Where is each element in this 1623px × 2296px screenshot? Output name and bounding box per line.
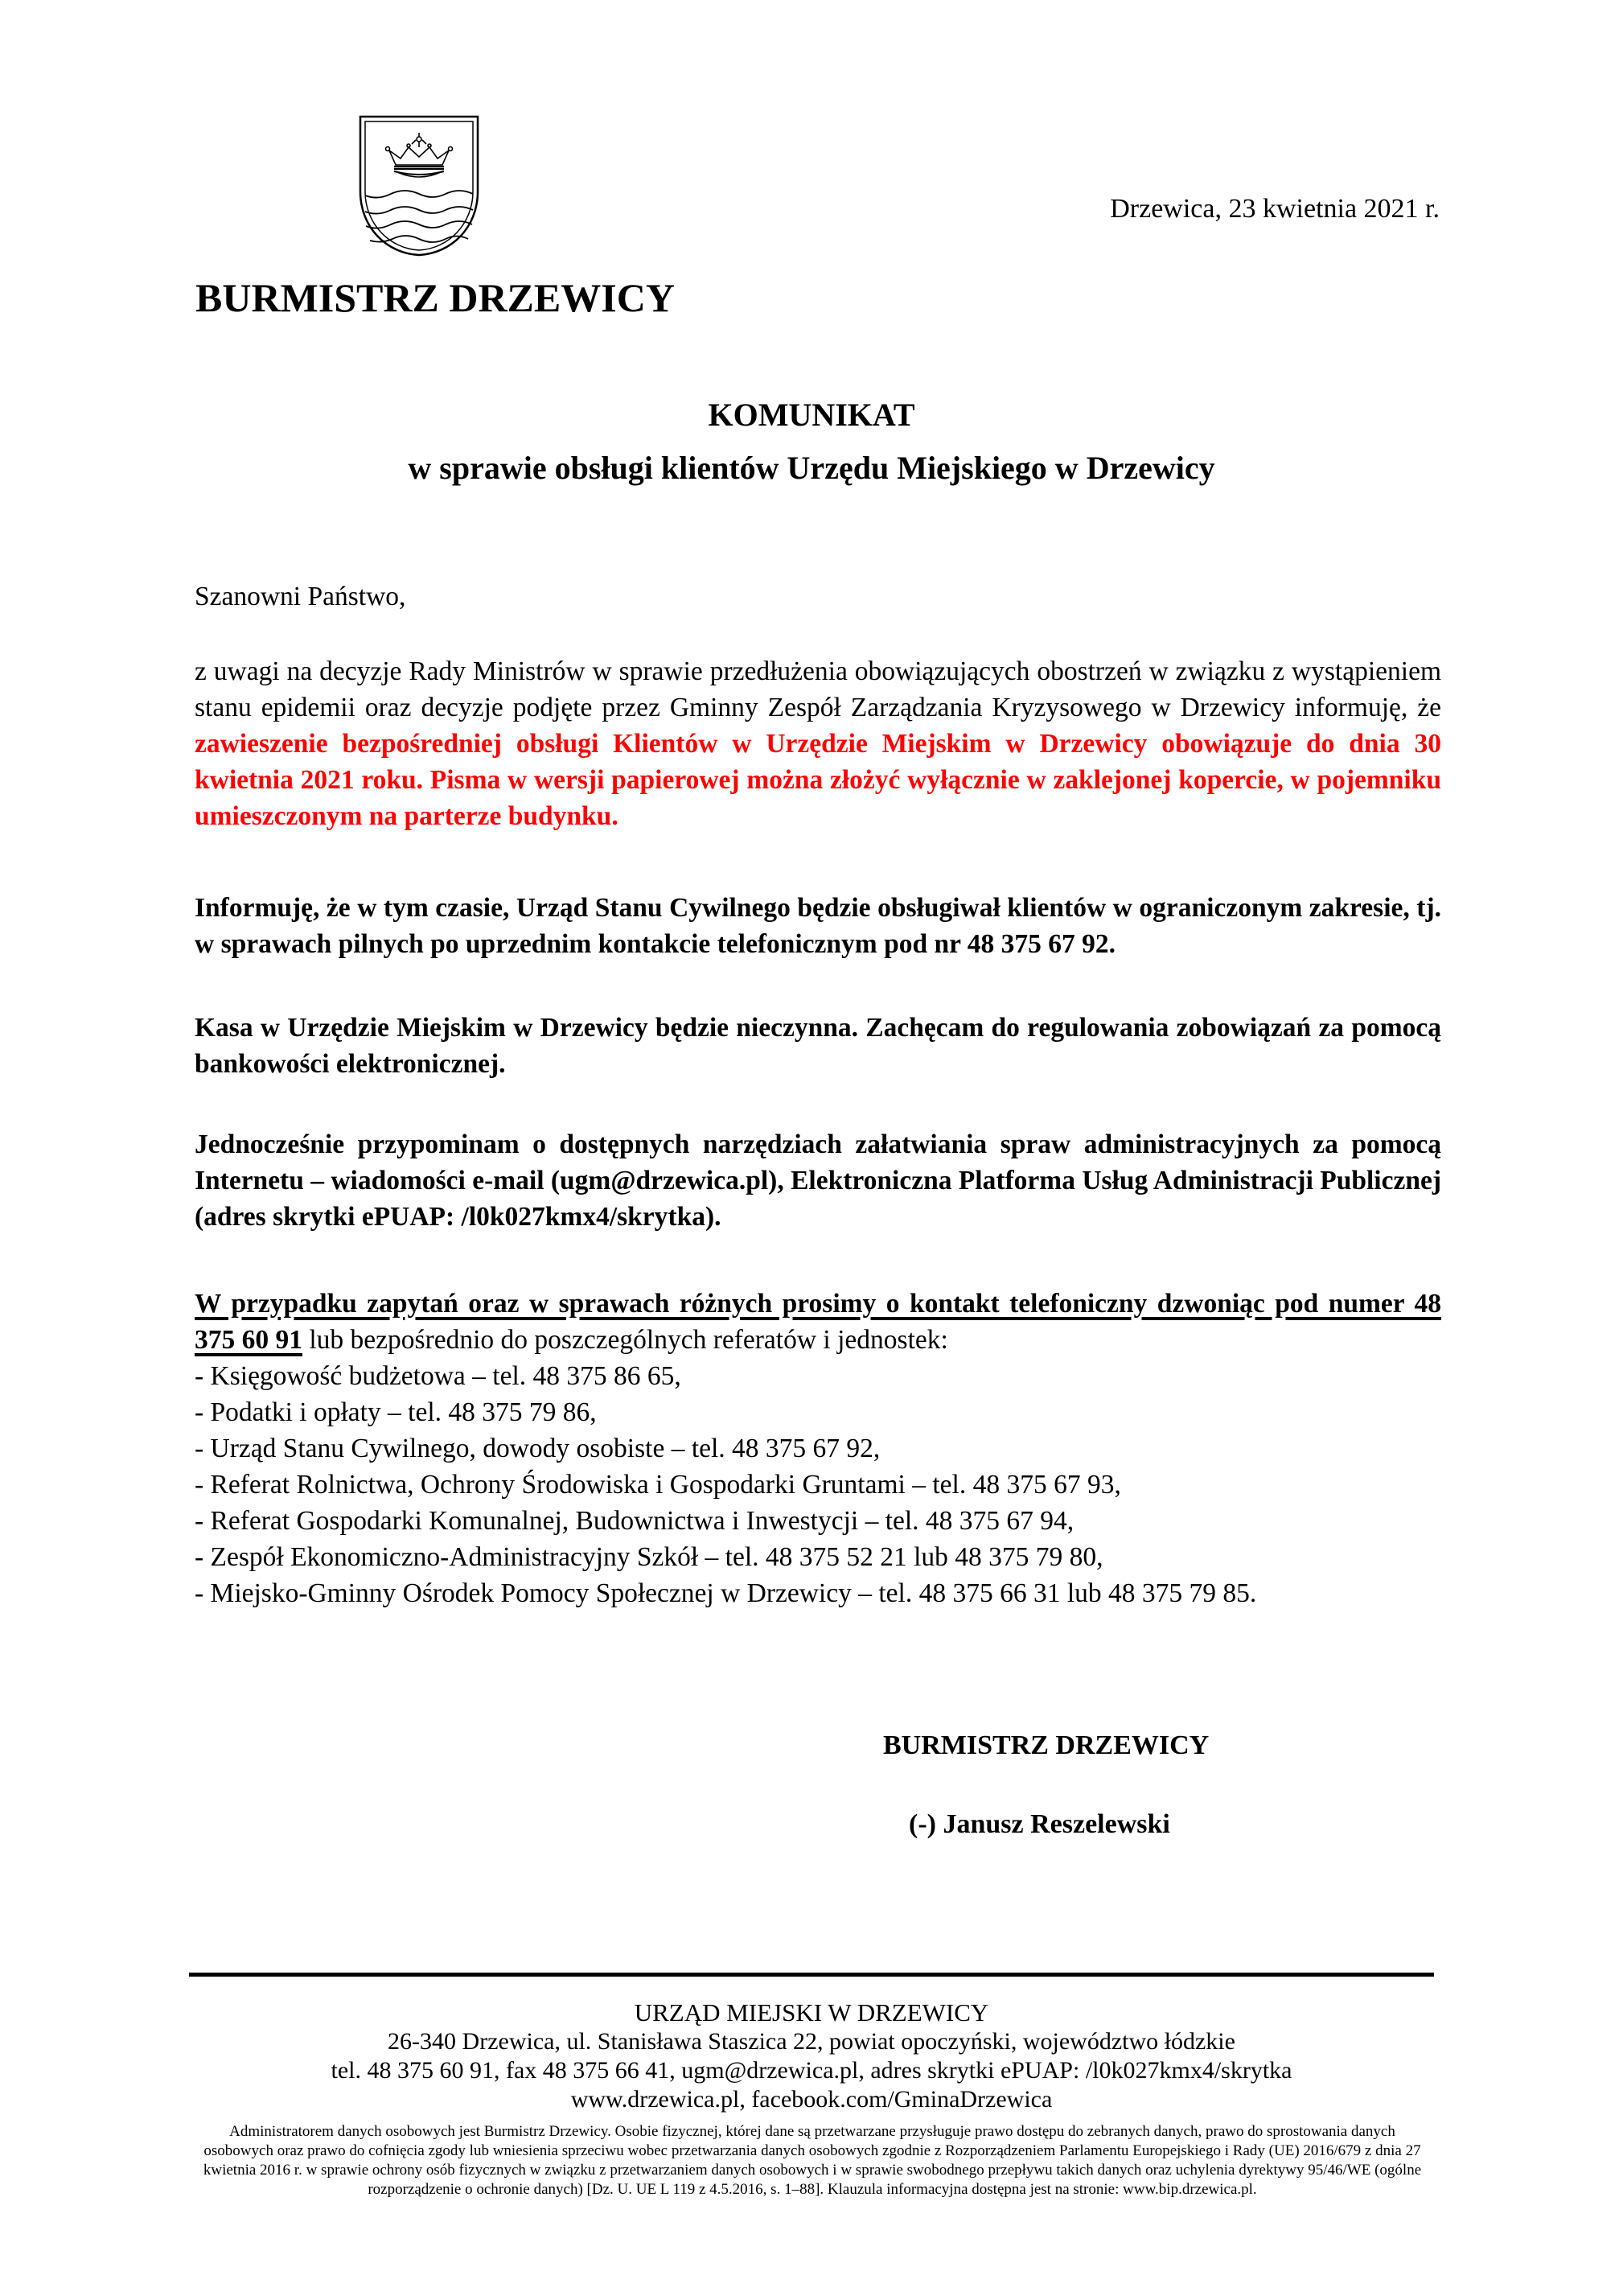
salutation: Szanowni Państwo, xyxy=(195,582,406,611)
signature-name: (-) Janusz Reszelewski xyxy=(909,1809,1170,1839)
paragraph-online-services: Jednocześnie przypominam o dostępnych narzędziach załatwiania spraw administracyjnych za pomocą Internetu – wiadomości e-mail (ugm@drzewica.pl), Elektroniczna Platforma Usług Administracji Publicznej (adres skrytki ePUAP: /l0k027kmx4/skrytka). xyxy=(195,1129,1441,1232)
place-date: Drzewica, 23 kwietnia 2021 r. xyxy=(1110,194,1440,224)
footer xyxy=(0,1998,1623,2114)
paragraph-text: z uwagi na decyzje Rady Ministrów w sprawie przedłużenia obowiązujących obostrzeń w związku z wystąpieniem stanu epidemii oraz decyzje podjęte przez Gminny Zespół Zarządzania Kryzysowego w Drzewicy informuję, że xyxy=(195,656,1441,722)
contact-item: - Miejsko-Gminny Ośrodek Pomocy Społecznej w Drzewicy – tel. 48 375 66 31 lub 48 375 79 85. xyxy=(195,1578,1257,1608)
document-subtitle: w sprawie obsługi klientów Urzędu Miejskiego w Drzewicy xyxy=(408,450,1215,486)
paragraph-contacts xyxy=(195,1286,1441,1611)
contact-item: - Referat Gospodarki Komunalnej, Budownictwa i Inwestycji – tel. 48 375 67 94, xyxy=(195,1506,1074,1536)
footer-divider xyxy=(189,1973,1434,1977)
contact-list xyxy=(195,1358,1441,1611)
gdpr-clause: Administratorem danych osobowych jest Burmistrz Drzewicy. Osobie fizycznej, której dane są przetwarzane przysługuje prawo dostępu do zebranych danych, prawo do sprostowania danych osobowych oraz prawo do cofnięcia zgody lub wniesienia sprzeciwu wobec przetwarzania danych osobowych zgodnie z Rozporządzeniem Parlamentu Europejskiego i Rady (UE) 2016/679 z dnia 27 kwietnia 2016 r. w sprawie ochrony osób fizycznych w związku z przetwarzaniem danych osobowych i w sprawie swobodnego przepływu takich danych oraz uchylenia dyrektywy 95/46/WE (ogólne rozporządzenie o ochronie danych) [Dz. U. UE L 119 z 4.5.2016, s. 1–88]. Klauzula informacyjna dostępna jest na stronie: www.bip.drzewica.pl. xyxy=(203,2123,1422,2198)
paragraph-civil-registry: Informuję, że w tym czasie, Urząd Stanu Cywilnego będzie obsługiwał klientów w ograniczonym zakresie, tj. w sprawach pilnych po uprzednim kontakcie telefonicznym pod nr 48 375 67 92. xyxy=(195,893,1441,959)
signature-title: BURMISTRZ DRZEWICY xyxy=(883,1730,1210,1760)
contact-item: - Referat Rolnictwa, Ochrony Środowiska i Gospodarki Gruntami – tel. 48 375 67 93, xyxy=(195,1470,1121,1500)
footer-address: 26-340 Drzewica, ul. Stanisława Staszica 22, powiat opoczyński, województwo łódzkie xyxy=(388,2028,1235,2055)
contact-item: - Podatki i opłaty – tel. 48 375 79 86, xyxy=(195,1397,597,1427)
highlighted-notice: zawieszenie bezpośredniej obsługi Klientów w Urzędzie Miejskim w Drzewicy obowiązuje do dnia 30 kwietnia 2021 roku. Pisma w wersji papierowej można złożyć wyłącznie w zaklejonej kopercie, w pojemniku umieszczonym na parterze budynku. xyxy=(195,729,1441,831)
footer-contact: tel. 48 375 60 91, fax 48 375 66 41, ugm@drzewica.pl, adres skrytki ePUAP: /l0k027kmx4/skrytka xyxy=(331,2057,1292,2084)
issuer-heading: BURMISTRZ DRZEWICY xyxy=(195,275,675,320)
contacts-intro-rest: lub bezpośrednio do poszczególnych referatów i jednostek: xyxy=(302,1325,948,1355)
coat-of-arms-icon xyxy=(359,115,479,257)
main-phone-notice: W przypadku zapytań oraz w sprawach różnych prosimy o kontakt telefoniczny dzwoniąc pod numer 48 375 60 91 xyxy=(195,1289,1441,1355)
document-title: KOMUNIKAT xyxy=(708,397,915,433)
paragraph-cashier: Kasa w Urzędzie Miejskim w Drzewicy będzie nieczynna. Zachęcam do regulowania zobowiązań za pomocą bankowości elektronicznej. xyxy=(195,1013,1441,1079)
contacts-intro xyxy=(195,1286,1441,1358)
contact-item: - Zespół Ekonomiczno-Administracyjny Szkół – tel. 48 375 52 21 lub 48 375 79 80, xyxy=(195,1542,1103,1572)
contact-item: - Urząd Stanu Cywilnego, dowody osobiste – tel. 48 375 67 92, xyxy=(195,1434,881,1463)
footer-web: www.drzewica.pl, facebook.com/GminaDrzewica xyxy=(570,2086,1053,2113)
paragraph-suspension-notice xyxy=(195,653,1441,834)
contact-item: - Księgowość budżetowa – tel. 48 375 86 65, xyxy=(195,1361,681,1391)
footer-office-name: URZĄD MIEJSKI W DRZEWICY xyxy=(634,1998,989,2026)
